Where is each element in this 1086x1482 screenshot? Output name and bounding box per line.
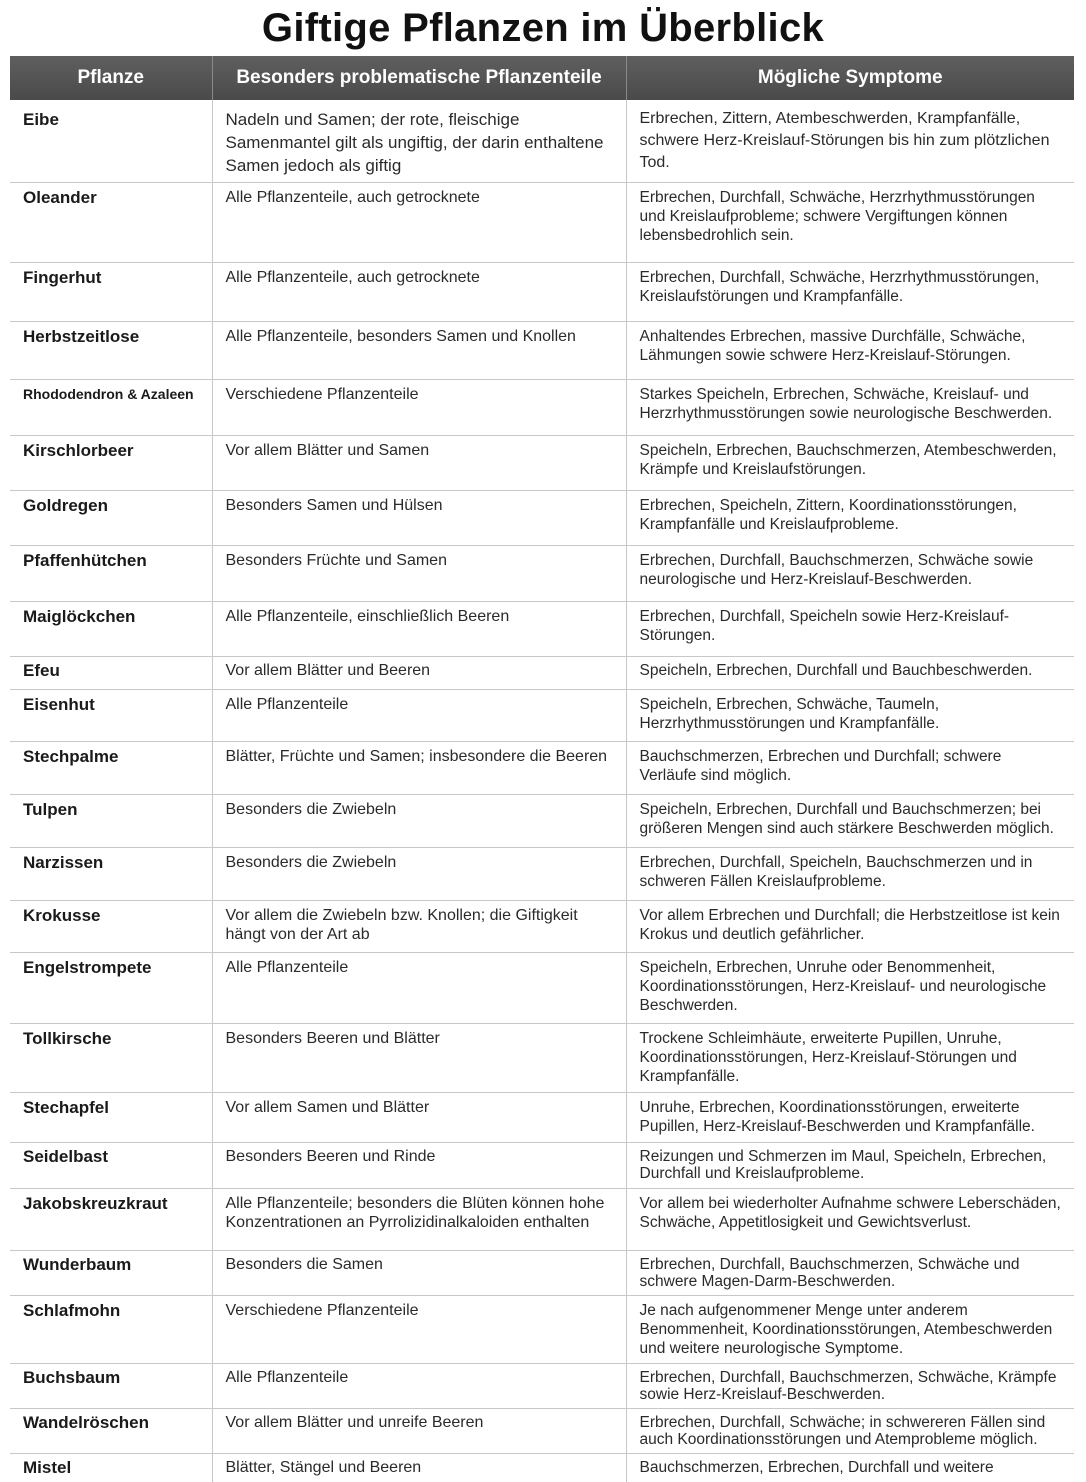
- pflanzenteile-cell: Besonders die Zwiebeln: [212, 848, 626, 901]
- symptome-cell: Trockene Schleimhäute, erweiterte Pupillen, Unruhe, Koordinationsstörungen, Herz-Kreislauf-Störungen und Krampfanfälle.: [626, 1024, 1074, 1093]
- pflanze-cell: Jakobskreuzkraut: [10, 1189, 212, 1251]
- table-row: [10, 183, 1074, 263]
- pflanzenteile-cell: Alle Pflanzenteile, auch getrocknete: [212, 183, 626, 263]
- symptome-cell: Erbrechen, Durchfall, Speicheln sowie Herz-Kreislauf-Störungen.: [626, 602, 1074, 657]
- symptome-cell: Erbrechen, Durchfall, Speicheln, Bauchschmerzen und in schweren Fällen Kreislaufprobleme.: [626, 848, 1074, 901]
- symptome-cell: Erbrechen, Durchfall, Bauchschmerzen, Schwäche und schwere Magen-Darm-Beschwerden.: [626, 1251, 1074, 1296]
- pflanze-cell: Wandelröschen: [10, 1409, 212, 1454]
- pflanze-cell: Tulpen: [10, 795, 212, 848]
- pflanzenteile-cell: Besonders die Samen: [212, 1251, 626, 1296]
- table-row: [10, 322, 1074, 380]
- pflanze-cell: Mistel: [10, 1454, 212, 1482]
- table-row: [10, 690, 1074, 742]
- pflanzenteile-cell: Besonders die Zwiebeln: [212, 795, 626, 848]
- symptome-cell: Bauchschmerzen, Erbrechen, Durchfall und weitere: [626, 1454, 1074, 1482]
- pflanze-cell: Engelstrompete: [10, 953, 212, 1024]
- symptome-cell: Erbrechen, Zittern, Atembeschwerden, Krampfanfälle, schwere Herz-Kreislauf-Störungen bis hin zum plötzlichen Tod.: [639, 110, 1050, 171]
- table-row: [10, 1251, 1074, 1296]
- pflanze-cell: Kirschlorbeer: [10, 436, 212, 491]
- column-header-symptome: Mögliche Symptome: [626, 56, 1074, 100]
- symptome-cell: Erbrechen, Durchfall, Bauchschmerzen, Schwäche sowie neurologische und Herz-Kreislauf-Beschwerden.: [626, 546, 1074, 602]
- table-row: [10, 742, 1074, 795]
- pflanzenteile-cell: Blätter, Früchte und Samen; insbesondere die Beeren: [212, 742, 626, 795]
- symptome-cell: Speicheln, Erbrechen, Schwäche, Taumeln, Herzrhythmusstörungen und Krampfanfälle.: [626, 690, 1074, 742]
- column-header-teile: Besonders problematische Pflanzenteile: [212, 56, 626, 100]
- table-row: [10, 1296, 1074, 1364]
- pflanzenteile-cell: Vor allem die Zwiebeln bzw. Knollen; die Giftigkeit hängt von der Art ab: [212, 901, 626, 953]
- page-title: Giftige Pflanzen im Überblick: [261, 6, 825, 50]
- pflanzenteile-cell: Alle Pflanzenteile; besonders die Blüten können hohe Konzentrationen an Pyrrolizidinalkaloiden enthalten: [212, 1189, 626, 1251]
- table-row: [10, 795, 1074, 848]
- column-header-pflanze: Pflanze: [10, 56, 212, 100]
- symptome-cell: Speicheln, Erbrechen, Durchfall und Bauchschmerzen; bei größeren Mengen sind auch stärkere Beschwerden möglich.: [626, 795, 1074, 848]
- symptome-cell: Erbrechen, Durchfall, Schwäche, Herzrhythmusstörungen, Kreislaufstörungen und Krampfanfälle.: [626, 263, 1074, 322]
- symptome-cell: Erbrechen, Speicheln, Zittern, Koordinationsstörungen, Krampfanfälle und Kreislaufprobleme.: [626, 491, 1074, 546]
- symptome-cell: Vor allem bei wiederholter Aufnahme schwere Leberschäden, Schwäche, Appetitlosigkeit und Gewichtsverlust.: [626, 1189, 1074, 1251]
- table-row: [10, 1454, 1074, 1482]
- pflanze-cell: Wunderbaum: [10, 1251, 212, 1296]
- pflanze-cell: Narzissen: [10, 848, 212, 901]
- table-row: [10, 901, 1074, 953]
- table-row: [10, 436, 1074, 491]
- pflanzenteile-cell: Besonders Beeren und Rinde: [212, 1143, 626, 1189]
- pflanzenteile-cell: Vor allem Blätter und unreife Beeren: [212, 1409, 626, 1454]
- symptome-cell: Starkes Speicheln, Erbrechen, Schwäche, Kreislauf- und Herzrhythmusstörungen sowie neurologische Beschwerden.: [626, 380, 1074, 436]
- pflanzenteile-cell: Verschiedene Pflanzenteile: [212, 380, 626, 436]
- symptome-cell: Erbrechen, Durchfall, Bauchschmerzen, Schwäche, Krämpfe sowie Herz-Kreislauf-Beschwerden.: [626, 1364, 1074, 1409]
- plants-table: [10, 56, 1074, 1482]
- table-row: [10, 263, 1074, 322]
- pflanze-cell: Fingerhut: [10, 263, 212, 322]
- pflanze-cell: Stechpalme: [10, 742, 212, 795]
- table-row: [10, 848, 1074, 901]
- symptome-cell: Erbrechen, Durchfall, Schwäche; in schwereren Fällen sind auch Koordinationsstörungen und Atemprobleme möglich.: [626, 1409, 1074, 1454]
- pflanzenteile-cell: Besonders Samen und Hülsen: [212, 491, 626, 546]
- table-row: [10, 1024, 1074, 1093]
- pflanzenteile-cell: Alle Pflanzenteile, einschließlich Beeren: [212, 602, 626, 657]
- pflanze-cell: Eisenhut: [10, 690, 212, 742]
- pflanzenteile-cell: Vor allem Samen und Blätter: [212, 1093, 626, 1143]
- table-row: [10, 657, 1074, 690]
- pflanze-cell: Seidelbast: [10, 1143, 212, 1189]
- symptome-cell: Anhaltendes Erbrechen, massive Durchfälle, Schwäche, Lähmungen sowie schwere Herz-Kreislauf-Störungen.: [626, 322, 1074, 380]
- pflanze-cell: Buchsbaum: [10, 1364, 212, 1409]
- plants-table-container: [10, 56, 1074, 1482]
- table-row: [10, 1409, 1074, 1454]
- pflanzenteile-cell: Alle Pflanzenteile: [212, 690, 626, 742]
- table-row: [10, 546, 1074, 602]
- pflanze-cell: Maiglöckchen: [10, 602, 212, 657]
- symptome-cell: Erbrechen, Durchfall, Schwäche, Herzrhythmusstörungen und Kreislaufprobleme; schwere Vergiftungen können lebensbedrohlich sein.: [626, 183, 1074, 263]
- pflanze-cell: Schlafmohn: [10, 1296, 212, 1364]
- pflanze-cell: Oleander: [10, 183, 212, 263]
- pflanzenteile-cell: Verschiedene Pflanzenteile: [212, 1296, 626, 1364]
- table-row: [10, 1093, 1074, 1143]
- pflanze-cell: Efeu: [10, 657, 212, 690]
- symptome-cell: Unruhe, Erbrechen, Koordinationsstörungen, erweiterte Pupillen, Herz-Kreislauf-Beschwerden und Krampfanfälle.: [626, 1093, 1074, 1143]
- pflanzenteile-cell: Nadeln und Samen; der rote, fleischige Samenmantel gilt als ungiftig, der darin enthaltene Samen jedoch als giftig: [212, 100, 626, 183]
- pflanze-cell: Tollkirsche: [10, 1024, 212, 1093]
- pflanzenteile-cell: Besonders Früchte und Samen: [212, 546, 626, 602]
- table-row: [10, 1364, 1074, 1409]
- symptome-cell: Bauchschmerzen, Erbrechen und Durchfall; schwere Verläufe sind möglich.: [626, 742, 1074, 795]
- pflanzenteile-cell: Blätter, Stängel und Beeren: [212, 1454, 626, 1482]
- symptome-cell: Speicheln, Erbrechen, Bauchschmerzen, Atembeschwerden, Krämpfe und Kreislaufstörungen.: [626, 436, 1074, 491]
- table-row: [10, 1189, 1074, 1251]
- pflanzenteile-cell: Alle Pflanzenteile, auch getrocknete: [212, 263, 626, 322]
- table-header: [10, 56, 1074, 100]
- pflanze-cell: Pfaffenhütchen: [10, 546, 212, 602]
- pflanze-cell: Stechapfel: [10, 1093, 212, 1143]
- table-row: [10, 491, 1074, 546]
- pflanze-cell: Herbstzeitlose: [10, 322, 212, 380]
- pflanze-cell: Eibe: [10, 100, 212, 183]
- pflanzenteile-cell: Vor allem Blätter und Samen: [212, 436, 626, 491]
- symptome-cell: Speicheln, Erbrechen, Unruhe oder Benommenheit, Koordinationsstörungen, Herz-Kreislauf- und neurologische Beschwerden.: [626, 953, 1074, 1024]
- pflanze-cell: Rhododendron & Azaleen: [10, 380, 212, 436]
- symptome-cell: Speicheln, Erbrechen, Durchfall und Bauchbeschwerden.: [626, 657, 1074, 690]
- pflanzenteile-cell: Alle Pflanzenteile: [212, 1364, 626, 1409]
- symptome-cell: Reizungen und Schmerzen im Maul, Speicheln, Erbrechen, Durchfall und Kreislaufprobleme.: [626, 1143, 1074, 1189]
- symptome-cell: Je nach aufgenommener Menge unter anderem Benommenheit, Koordinationsstörungen, Atembeschwerden und weitere neurologische Symptome.: [626, 1296, 1074, 1364]
- table-body: [10, 100, 1074, 1482]
- pflanzenteile-cell: Alle Pflanzenteile: [212, 953, 626, 1024]
- pflanzenteile-cell: Vor allem Blätter und Beeren: [212, 657, 626, 690]
- table-row: [10, 1143, 1074, 1189]
- table-row: [10, 380, 1074, 436]
- table-row: [10, 953, 1074, 1024]
- pflanzenteile-cell: Besonders Beeren und Blätter: [212, 1024, 626, 1093]
- pflanze-cell: Goldregen: [10, 491, 212, 546]
- symptome-cell: Vor allem Erbrechen und Durchfall; die Herbstzeitlose ist kein Krokus und deutlich gefährlicher.: [626, 901, 1074, 953]
- table-row: [10, 602, 1074, 657]
- pflanzenteile-cell: Alle Pflanzenteile, besonders Samen und Knollen: [212, 322, 626, 380]
- table-row: [10, 100, 1074, 183]
- pflanze-cell: Krokusse: [10, 901, 212, 953]
